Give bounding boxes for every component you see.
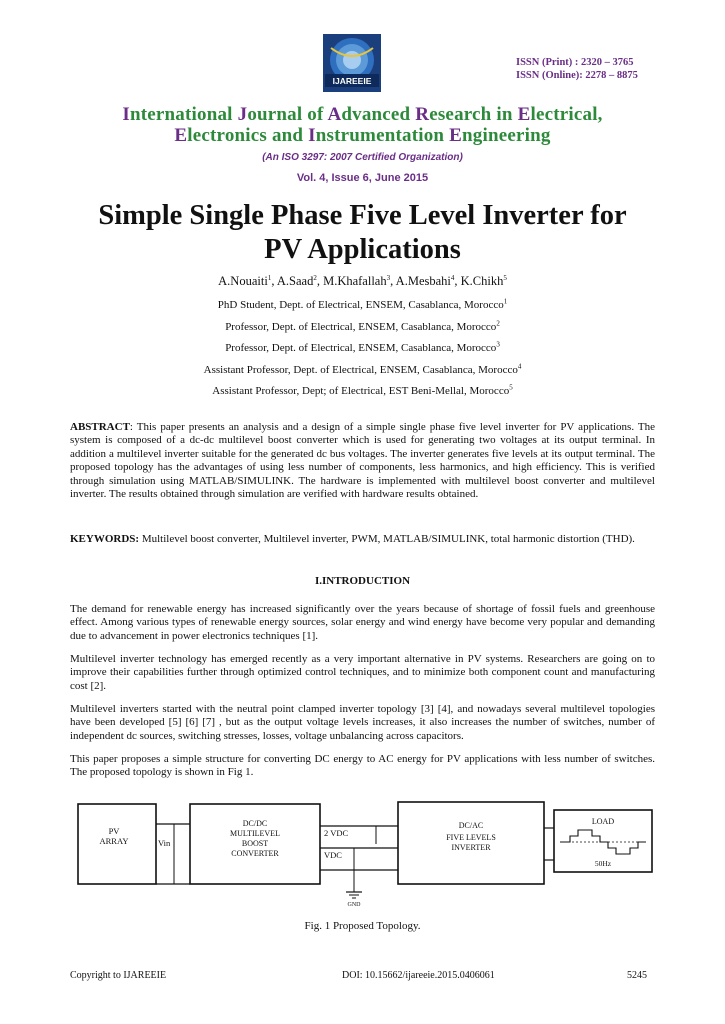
- journal-line2-cap-0: E: [174, 125, 188, 146]
- abstract-label: ABSTRACT: [70, 421, 130, 433]
- author-sup: 5: [503, 273, 507, 282]
- footer-doi: DOI: 10.15662/ijareeie.2015.0406061: [342, 970, 495, 981]
- footer-copyright: Copyright to IJAREEIE: [70, 970, 167, 981]
- dcdc-label-2: MULTILEVEL: [230, 829, 280, 838]
- journal-line1-word-0: nternational: [129, 104, 238, 125]
- journal-title-line1: [0, 104, 725, 126]
- keywords-label: KEYWORDS:: [70, 533, 140, 545]
- affiliation-5: Assistant Professor, Dept; of Electrical, EST Beni-Mellal, Morocco$^5$: [212, 383, 513, 397]
- dcac-label-3: INVERTER: [451, 843, 491, 852]
- intro-paragraph-4: This paper proposes a simple structure for converting DC energy to AC energy for PV applications with less number of switches. The proposed topology is shown in Fig 1.: [70, 753, 655, 779]
- journal-line1-cap-3: R: [415, 104, 430, 125]
- journal-line2-word-1: nstrumentation: [315, 125, 450, 146]
- dcdc-label-3: BOOST: [241, 839, 269, 848]
- dcac-label-2: FIVE LEVELS: [446, 833, 496, 842]
- section-heading: I.INTRODUCTION: [314, 575, 411, 587]
- journal-line2-word-0: lectronics and: [187, 125, 309, 146]
- paper-title-line2: PV Applications: [264, 234, 461, 265]
- logo-text: IJAREEIE: [332, 76, 372, 86]
- affiliation-4: Assistant Professor, Dept. of Electrical, ENSEM, Casablanca, Morocco$^4$: [203, 362, 522, 376]
- author-sup: 4: [450, 273, 455, 282]
- two-vdc-label: 2 VDC: [324, 828, 349, 838]
- abstract: [70, 421, 655, 501]
- journal-logo: [323, 34, 381, 92]
- paper-title-line1: Simple Single Phase Five Level Inverter for: [98, 200, 627, 231]
- abstract-text: : This paper presents an analysis and a design of a simple single phase five level inverter for PV applications. The system is composed of a dc-dc multilevel boost converter which is used for generating two voltages at its output terminal. In addition a multilevel inverter suitable for the generated dc bus voltages. The inverter generates five levels at its output terminal. The proposed topology has the advantages of using less number of components, less harmonics, and high efficiency. This is verified through simulation using MATLAB/SIMULINK. The hardware is implemented with multilevel boost converter and multilevel inverter. The results obtained through simulation are verified with hardware results obtained.: [70, 421, 655, 501]
- keywords-text: Multilevel boost converter, Multilevel inverter, PWM, MATLAB/SIMULINK, total harmonic distortion (THD).: [139, 533, 635, 545]
- certification: (An ISO 3297: 2007 Certified Organization): [262, 152, 463, 163]
- issn-online: ISSN (Online): 2278 – 8875: [516, 70, 638, 81]
- journal-line1-word-3: esearch in: [429, 104, 518, 125]
- intro-paragraph-3: Multilevel inverters started with the neutral point clamped inverter topology [3] [4], and nowadays several multilevel topologies have been developed [5] [6] [7] , but as the output voltage levels increases, it also increases the number of switches, number of independent dc sources, switching stresses, losses, voltage unbalancing across capacitors.: [70, 703, 655, 742]
- author-sup: 3: [386, 273, 391, 282]
- affiliation-2: Professor, Dept. of Electrical, ENSEM, Casablanca, Morocco$^2$: [225, 319, 500, 333]
- freq-label: 50Hz: [594, 859, 612, 868]
- journal-title-line2: [0, 125, 725, 147]
- journal-line1-cap-4: E: [517, 104, 531, 125]
- journal-line1-cap-2: A: [327, 104, 342, 125]
- journal-line1-cap-1: J: [237, 104, 248, 125]
- dcdc-label-1: DC/DC: [242, 819, 268, 828]
- intro-paragraph-1: The demand for renewable energy has increased significantly over the years because of shortage of fossil fuels and greenhouse effect. Among various types of renewable energy sources, solar energy and wind energy have become very popular and demanding due to advancement in power electronics techniques [1].: [70, 603, 655, 642]
- pv-label-2: ARRAY: [99, 836, 129, 846]
- author-name: A.Saad: [276, 274, 314, 288]
- footer-page-number: 5245: [627, 970, 647, 981]
- journal-line1-cap-0: I: [122, 104, 130, 125]
- author-list: A.Nouaiti$^1$, A.Saad$^2$, M.Khafallah$^3$, A.Mesbahi$^4$, K.Chikh$^5$: [218, 273, 507, 288]
- journal-line1-word-4: lectrical,: [530, 104, 603, 125]
- pv-label-1: PV: [108, 826, 120, 836]
- journal-line1-word-2: dvanced: [341, 104, 416, 125]
- author-name: K.Chikh: [460, 274, 504, 288]
- vdc-label: VDC: [324, 850, 342, 860]
- author-name: A.Mesbahi: [395, 274, 451, 288]
- gnd-label: GND: [347, 902, 361, 908]
- affiliation-3: Professor, Dept. of Electrical, ENSEM, Casablanca, Morocco$^3$: [225, 340, 500, 354]
- journal-line2-word-2: ngineering: [462, 125, 551, 146]
- dcdc-label-4: CONVERTER: [231, 849, 279, 858]
- issn-print: ISSN (Print) : 2320 – 3765: [516, 57, 634, 68]
- journal-line2-cap-1: I: [308, 125, 316, 146]
- dcac-label-1: DC/AC: [458, 821, 484, 830]
- journal-line2-cap-2: E: [449, 125, 463, 146]
- load-label: LOAD: [591, 817, 615, 826]
- vin-label: Vin: [158, 838, 171, 848]
- journal-line1-word-1: ournal of: [247, 104, 328, 125]
- figure-caption: Fig. 1 Proposed Topology.: [304, 920, 421, 932]
- intro-paragraph-2: Multilevel inverter technology has emerged recently as a very important alternative in PV systems. Researchers are going on to improve their capabilities further through optimized control techniques, and to minimize both component count and manufacturing cost [2].: [70, 653, 655, 692]
- keywords: [70, 533, 655, 546]
- author-sup: 2: [313, 273, 317, 282]
- volume-issue: Vol. 4, Issue 6, June 2015: [296, 172, 429, 184]
- author-name: M.Khafallah: [323, 274, 387, 288]
- topology-diagram: [76, 800, 656, 908]
- author-sup: 1: [267, 273, 272, 282]
- author-name: A.Nouaiti: [218, 274, 268, 288]
- affiliation-1: PhD Student, Dept. of Electrical, ENSEM, Casablanca, Morocco$^1$: [217, 297, 508, 311]
